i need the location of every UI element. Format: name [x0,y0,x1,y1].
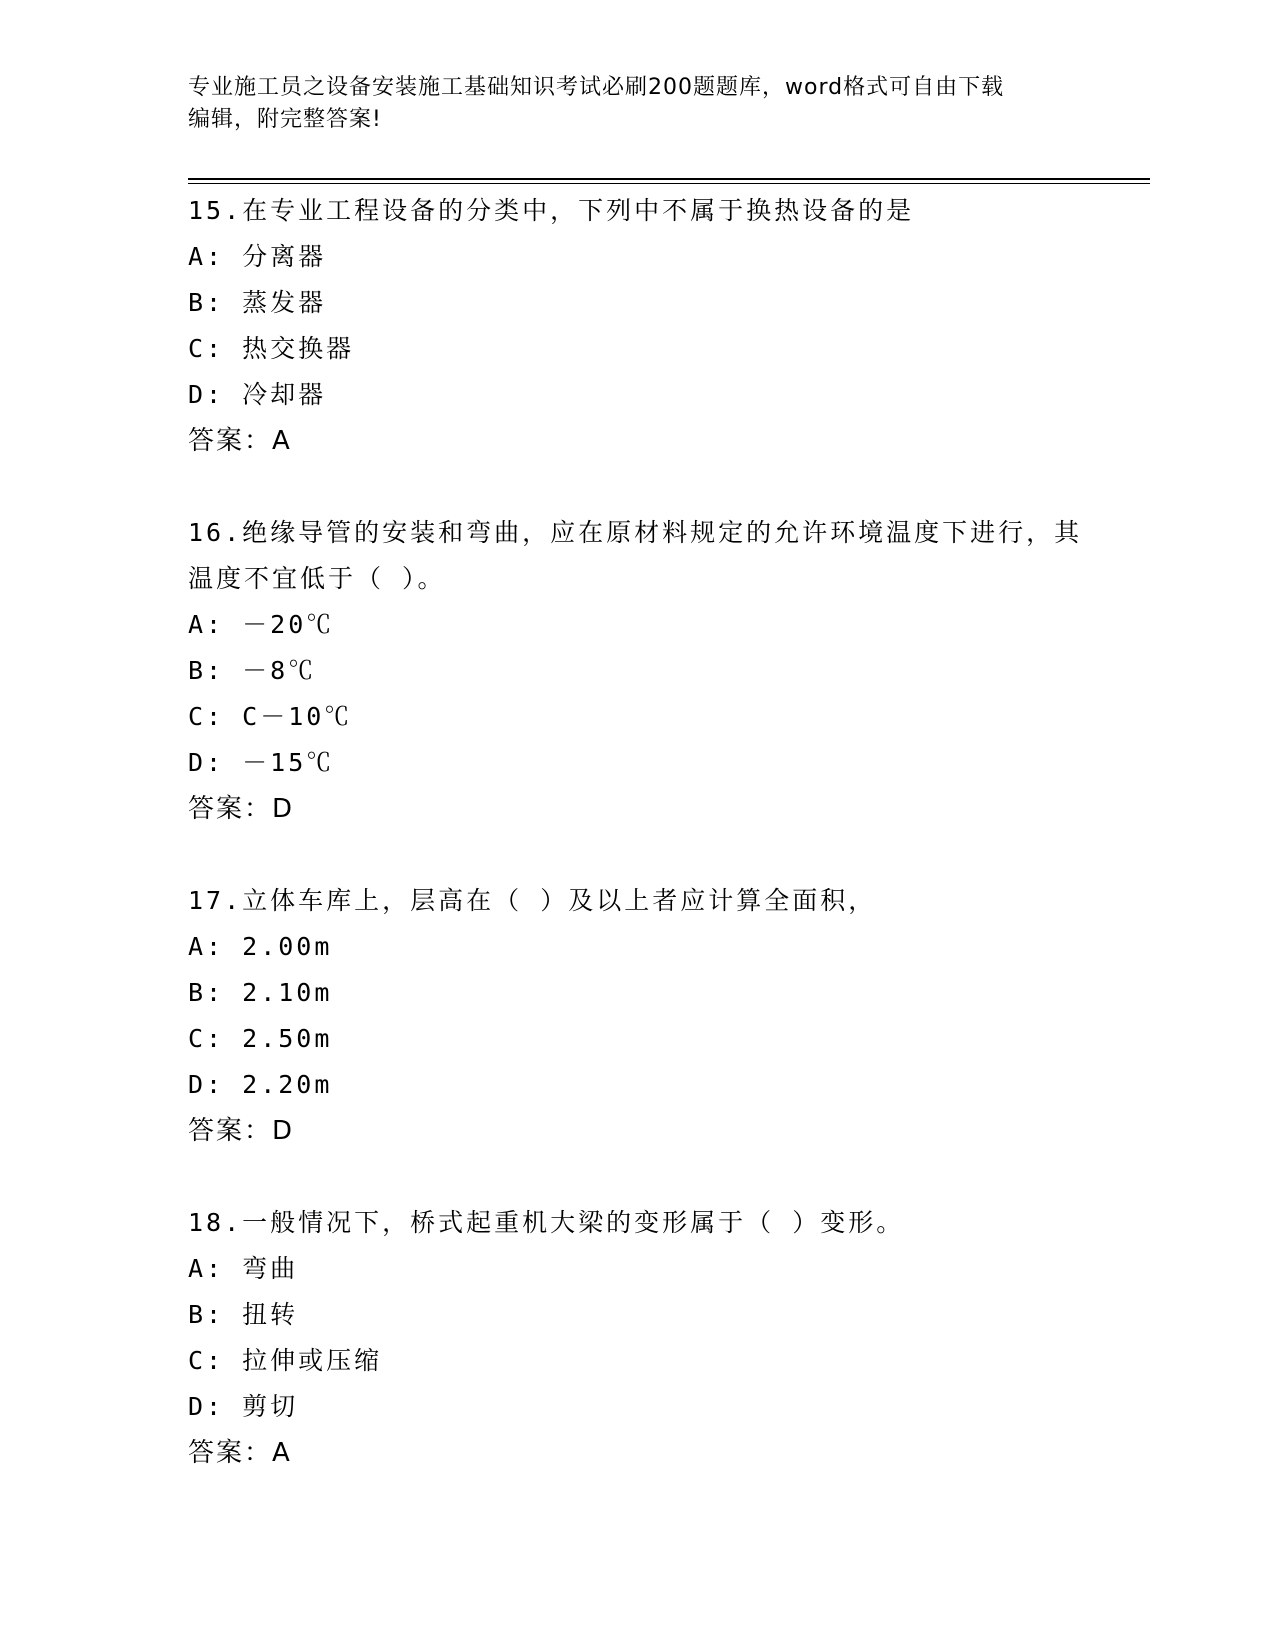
option-d: D: 剪切 [188,1392,299,1421]
header-title-line1: 专业施工员之设备安装施工基础知识考试必刷200题题库，word格式可自由下载 [188,75,1005,100]
question-stem: 15.在专业工程设备的分类中，下列中不属于换热设备的是 [188,196,915,225]
answer-line: 答案：D [188,794,295,824]
header-rule-thick [188,178,1150,180]
option-b: B: 扭转 [188,1300,299,1329]
answer-line: 答案：A [188,426,292,456]
option-c: C: 热交换器 [188,334,355,363]
option-a: A: －20℃ [188,610,335,639]
option-d: D: 冷却器 [188,380,327,409]
header-title-line2: 编辑，附完整答案! [188,107,382,132]
answer-line: 答案：D [188,1116,295,1146]
question-17 [188,878,1088,1154]
question-stem: 17.立体车库上，层高在（ ）及以上者应计算全面积， [188,886,877,915]
option-c: C: C－10℃ [188,702,353,731]
question-15 [188,188,1088,464]
header-rule-thin [188,183,1150,184]
option-b: B: 蒸发器 [188,288,327,317]
option-a: A: 分离器 [188,242,327,271]
option-c: C: 2.50m [188,1024,333,1053]
option-b: B: －8℃ [188,656,317,685]
option-b: B: 2.10m [188,978,333,1007]
question-16 [188,510,1088,832]
question-18 [188,1200,1088,1476]
option-c: C: 拉伸或压缩 [188,1346,383,1375]
question-stem: 16.绝缘导管的安装和弯曲，应在原材料规定的允许环境温度下进行，其温度不宜低于（ ）。 [188,518,1083,593]
option-d: D: 2.20m [188,1070,333,1099]
document-header [188,72,1088,136]
answer-line: 答案：A [188,1438,292,1468]
option-a: A: 2.00m [188,932,333,961]
question-stem: 18.一般情况下，桥式起重机大梁的变形属于（ ）变形。 [188,1208,905,1237]
option-d: D: －15℃ [188,748,335,777]
option-a: A: 弯曲 [188,1254,299,1283]
